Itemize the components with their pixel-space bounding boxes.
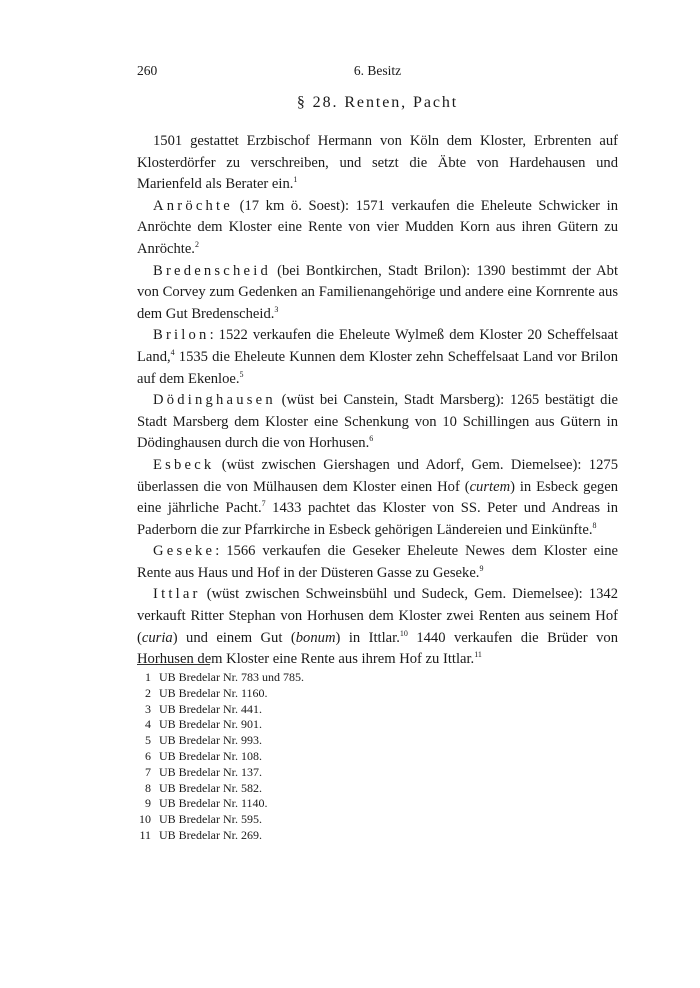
footnotes-list: [137, 670, 618, 844]
footnote-text: UB Bredelar Nr. 1140.: [159, 796, 268, 811]
text-run: (wüst zwischen Giershagen und Adorf, Gem. Diemelsee): 1275 überlassen die von Mülhausen dem Kloster einen Hof (: [137, 456, 618, 495]
place-name: Esbeck: [153, 456, 215, 473]
paragraph-brilon: [137, 325, 618, 390]
footnote-item: [137, 686, 618, 702]
text-run: 1433 pachtet das Kloster von SS. Peter und Andreas in Paderborn die zur Pfarrkirche in Esbeck gehörigen Ländereien und Einkünfte.: [137, 500, 618, 538]
footnote-ref: 6: [369, 434, 374, 444]
footnote-number: 9: [145, 796, 151, 811]
place-name: Dödinghausen: [153, 392, 276, 409]
running-head: [137, 63, 618, 83]
latin-term: bonum: [295, 629, 336, 646]
place-name: Geseke: [153, 543, 216, 560]
text-run: : 1522 verkaufen die Eheleute Wylmeß dem Kloster 20 Scheffelsaat Land,: [137, 327, 618, 365]
footnote-number: 4: [145, 717, 151, 732]
footnote-item: [137, 781, 618, 797]
text-run: ) und einem Gut (: [172, 629, 296, 646]
footnote-text: UB Bredelar Nr. 595.: [159, 812, 262, 827]
footnote-item: [137, 796, 618, 812]
footnote-number: 8: [145, 780, 151, 795]
latin-term: curia: [141, 629, 173, 646]
footnote-item: [137, 828, 618, 844]
paragraph-bredenscheid: [137, 261, 618, 326]
place-name: Brilon: [153, 327, 210, 344]
footnote-text: UB Bredelar Nr. 1160.: [159, 685, 268, 700]
footnote-number: 10: [139, 812, 151, 827]
page-number: 260: [137, 63, 158, 78]
text-run: 1501 gestattet Erzbischof Hermann von Köln dem Kloster, Erbrenten auf Klosterdörfer zu verschreiben, und setzt die Äbte von Hardehausen und Marienfeld als Berater ein.: [137, 133, 618, 193]
footnote-number: 7: [145, 764, 151, 779]
footnote-ref: 1: [293, 175, 298, 185]
footnote-ref: 7: [261, 499, 266, 509]
latin-term: curtem: [469, 478, 511, 495]
footnote-number: 11: [139, 827, 151, 842]
footnote-item: [137, 670, 618, 686]
footnote-number: 1: [145, 670, 151, 684]
footnote-ref: 9: [479, 563, 484, 573]
footnote-text: UB Bredelar Nr. 783 und 785.: [159, 670, 304, 684]
footnote-number: 5: [145, 733, 151, 748]
footnote-text: UB Bredelar Nr. 269.: [159, 827, 262, 842]
footnote-item: [137, 733, 618, 749]
footnote-text: UB Bredelar Nr. 441.: [159, 701, 262, 716]
text-run: (wüst zwischen Schweinsbühl und Sudeck, Gem. Diemelsee): 1342 verkauft Ritter Stephan von Horhusen dem Kloster zwei Renten aus seinem Hof (: [137, 586, 618, 646]
body-text: [137, 131, 618, 671]
paragraph-anroechte: [137, 196, 618, 261]
footnote-ref: 10: [399, 628, 408, 638]
text-run: 1440 verkaufen die Brüder von Horhusen dem Kloster eine Rente aus ihrem Hof zu Ittlar.: [137, 629, 618, 668]
text-run: (wüst bei Canstein, Stadt Marsberg): 1265 bestätigt die Stadt Marsberg dem Kloster eine Schenkung von 10 Schillingen aus Gütern in Dödinghausen durch die von Horhusen.: [137, 392, 618, 452]
place-name: Ittlar: [153, 586, 201, 603]
footnote-ref: 8: [592, 520, 597, 530]
paragraph-doedinghausen: [137, 390, 618, 455]
footnote-item: [137, 765, 618, 781]
footnote-text: UB Bredelar Nr. 582.: [159, 780, 262, 795]
footnote-ref: 4: [170, 347, 175, 357]
place-name: Anröchte: [153, 197, 233, 214]
footnote-text: UB Bredelar Nr. 137.: [159, 764, 262, 779]
text-run: ) in Ittlar.: [335, 629, 400, 646]
paragraph-intro: [137, 131, 618, 196]
footnote-number: 2: [145, 685, 151, 700]
footnote-ref: 11: [474, 650, 482, 660]
footnote-ref: 5: [239, 369, 244, 379]
footnote-item: [137, 749, 618, 765]
text-run: (bei Bontkirchen, Stadt Brilon): 1390 bestimmt der Abt von Corvey zum Gedenken an Familienangehörige und andere eine Kornrente aus dem Gut Bredenscheid.: [137, 262, 618, 322]
section-title: § 28. Renten, Pacht: [296, 94, 459, 111]
text-run: (17 km ö. Soest): 1571 verkaufen die Eheleute Schwicker in Anröchte dem Kloster eine Rente von vier Mudden Korn aus ihren Gütern zu Anröchte.: [137, 197, 618, 257]
text-run: : 1566 verkaufen die Geseker Eheleute Newes dem Kloster eine Rente aus Haus und Hof in der Düsteren Gasse zu Geseke.: [137, 543, 618, 581]
footnote-ref: 2: [194, 239, 199, 249]
chapter-title: 6. Besitz: [353, 63, 402, 78]
footnote-item: [137, 717, 618, 733]
text-run: ) in Esbeck gegen eine jährliche Pacht.: [137, 478, 618, 517]
footnote-ref: 3: [274, 304, 279, 314]
footnote-text: UB Bredelar Nr. 993.: [159, 733, 262, 748]
paragraph-esbeck: [137, 455, 618, 541]
text-run: 1535 die Eheleute Kunnen dem Kloster zehn Scheffelsaat Land vor Brilon auf dem Ekenloe.: [137, 348, 618, 387]
footnote-text: UB Bredelar Nr. 901.: [159, 717, 262, 732]
paragraph-geseke: [137, 541, 618, 584]
footnote-divider: [137, 664, 210, 665]
footnote-number: 6: [145, 748, 151, 763]
footnote-item: [137, 812, 618, 828]
paragraph-ittlar: [137, 584, 618, 670]
footnote-item: [137, 702, 618, 718]
footnote-text: UB Bredelar Nr. 108.: [159, 748, 262, 763]
place-name: Bredenscheid: [153, 262, 271, 279]
footnote-number: 3: [145, 701, 151, 716]
